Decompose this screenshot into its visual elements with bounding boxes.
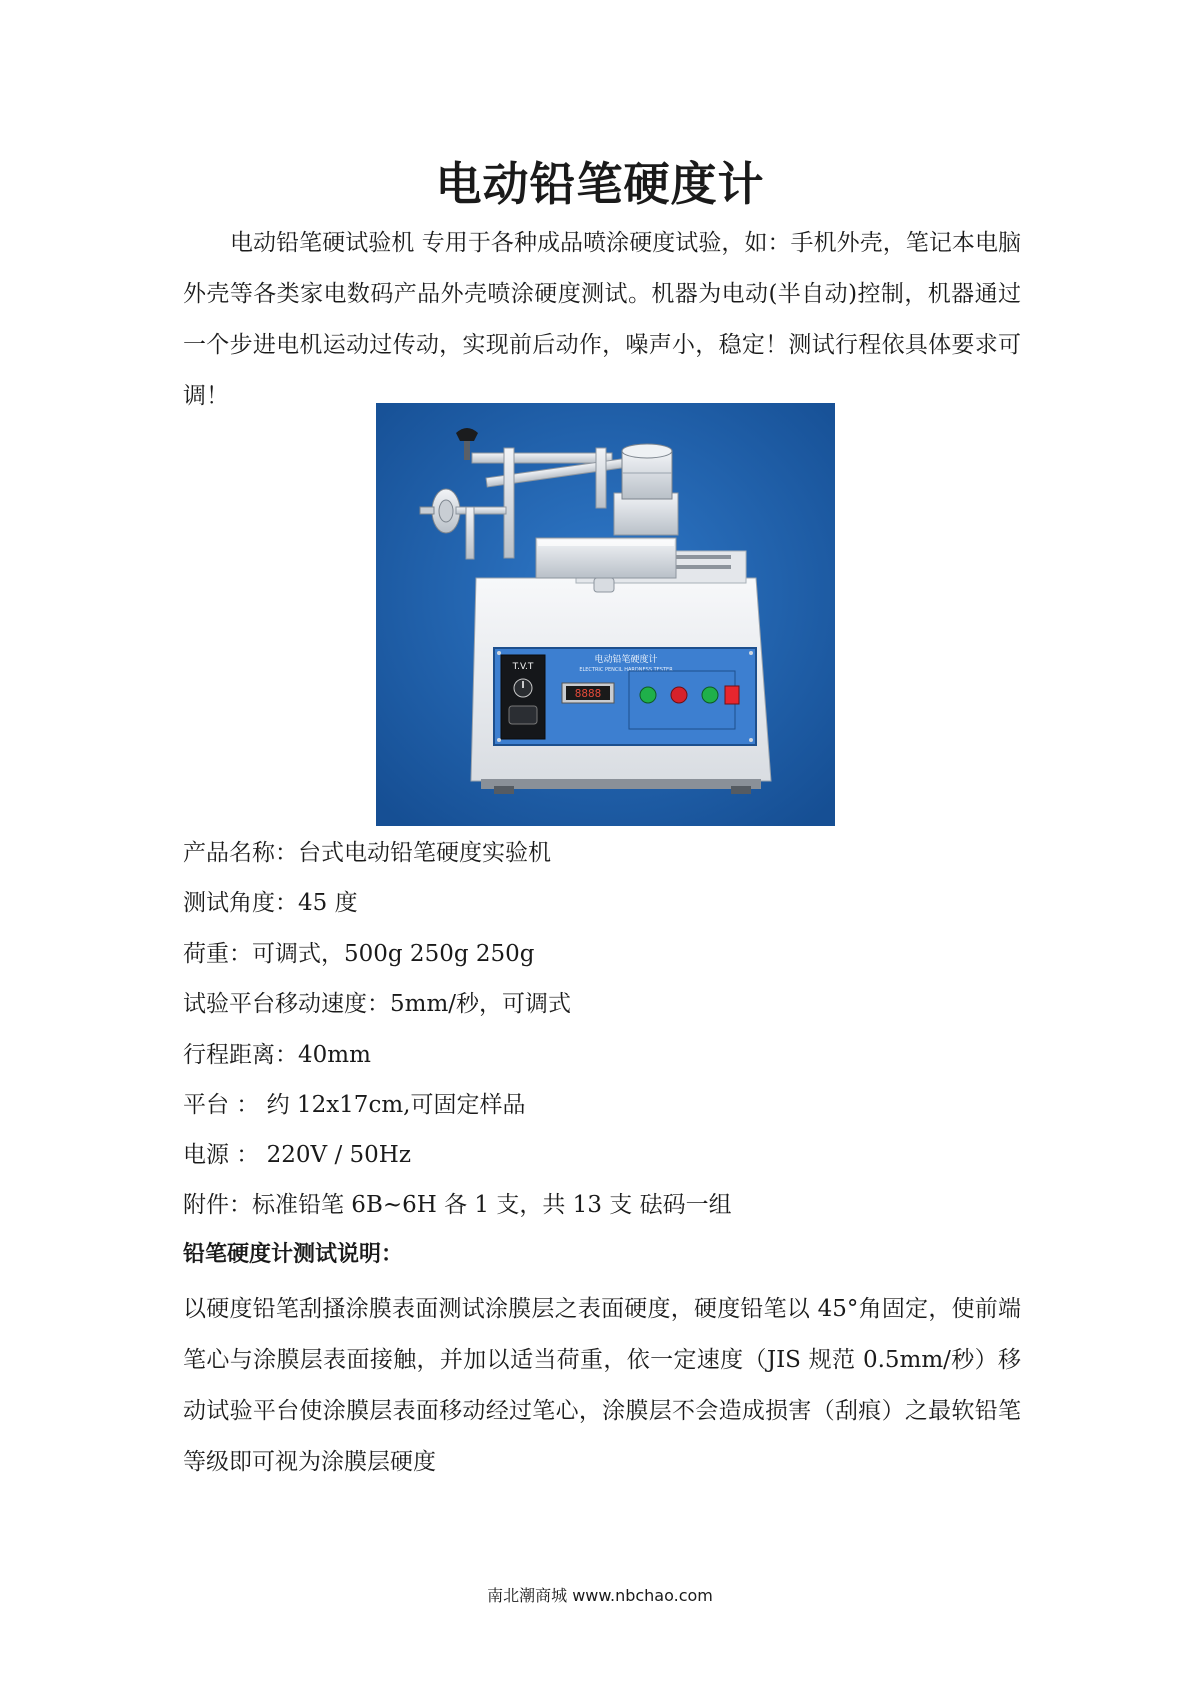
tester-machine-illustration xyxy=(376,403,835,826)
reset-button-icon xyxy=(702,687,718,703)
panel-subtitle: ELECTRIC PENCIL HARDNESS TESTER xyxy=(579,667,673,673)
machine-feet xyxy=(481,779,761,789)
spec-power: 电源 ： 220V / 50Hz xyxy=(183,1142,411,1168)
test-instructions-heading: 铅笔硬度计测试说明： xyxy=(183,1242,404,1267)
page-footer: 南北潮商城 www.nbchao.com xyxy=(487,1586,713,1605)
stop-button-icon xyxy=(671,687,687,703)
spec-test-angle: 测试角度：45 度 xyxy=(183,890,358,916)
spec-product-name: 产品名称：台式电动铅笔硬度实验机 xyxy=(183,840,551,866)
counter-display-value: 8888 xyxy=(574,687,602,700)
speed-controller-label: T.V.T xyxy=(512,662,534,672)
spec-stroke: 行程距离：40mm xyxy=(183,1042,371,1068)
start-button-icon xyxy=(640,687,656,703)
spec-platform: 平台 ： 约 12x17cm,可固定样品 xyxy=(183,1092,526,1118)
arm-post xyxy=(504,448,514,558)
panel-title: 电动铅笔硬度计 xyxy=(594,655,658,665)
power-switch-icon xyxy=(725,686,739,704)
platform-knob xyxy=(594,578,614,592)
spec-load: 荷重：可调式，500g 250g 250g xyxy=(183,941,535,967)
intro-paragraph: 电动铅笔硬试验机 专用于各种成品喷涂硬度试验，如：手机外壳，笔记本电脑外壳等各类家电数码产品外壳喷涂硬度测试。机器为电动(半自动)控制，机器通过一个步进电机运动过传动，实现前后动作，噪声小，稳定！测试行程依具体要求可调！ xyxy=(183,230,1021,409)
pencil-arm xyxy=(472,453,612,463)
test-instructions-paragraph: 以硬度铅笔刮搔涂膜表面测试涂膜层之表面硬度，硬度铅笔以 45°角固定，使前端笔心与涂膜层表面接触，并加以适当荷重，依一定速度（JIS 规范 0.5mm/秒）移动试验平台使涂膜层表面移动经过笔心，涂膜层不会造成损害（刮痕）之最软铅笔等级即可视为涂膜层硬度 xyxy=(183,1296,1021,1475)
spec-speed: 试验平台移动速度：5mm/秒，可调式 xyxy=(183,991,572,1017)
page-title: 电动铅笔硬度计 xyxy=(435,157,765,211)
spec-accessories: 附件：标准铅笔 6B~6H 各 1 支，共 13 支 砝码一组 xyxy=(183,1192,732,1218)
product-photo xyxy=(376,403,835,826)
